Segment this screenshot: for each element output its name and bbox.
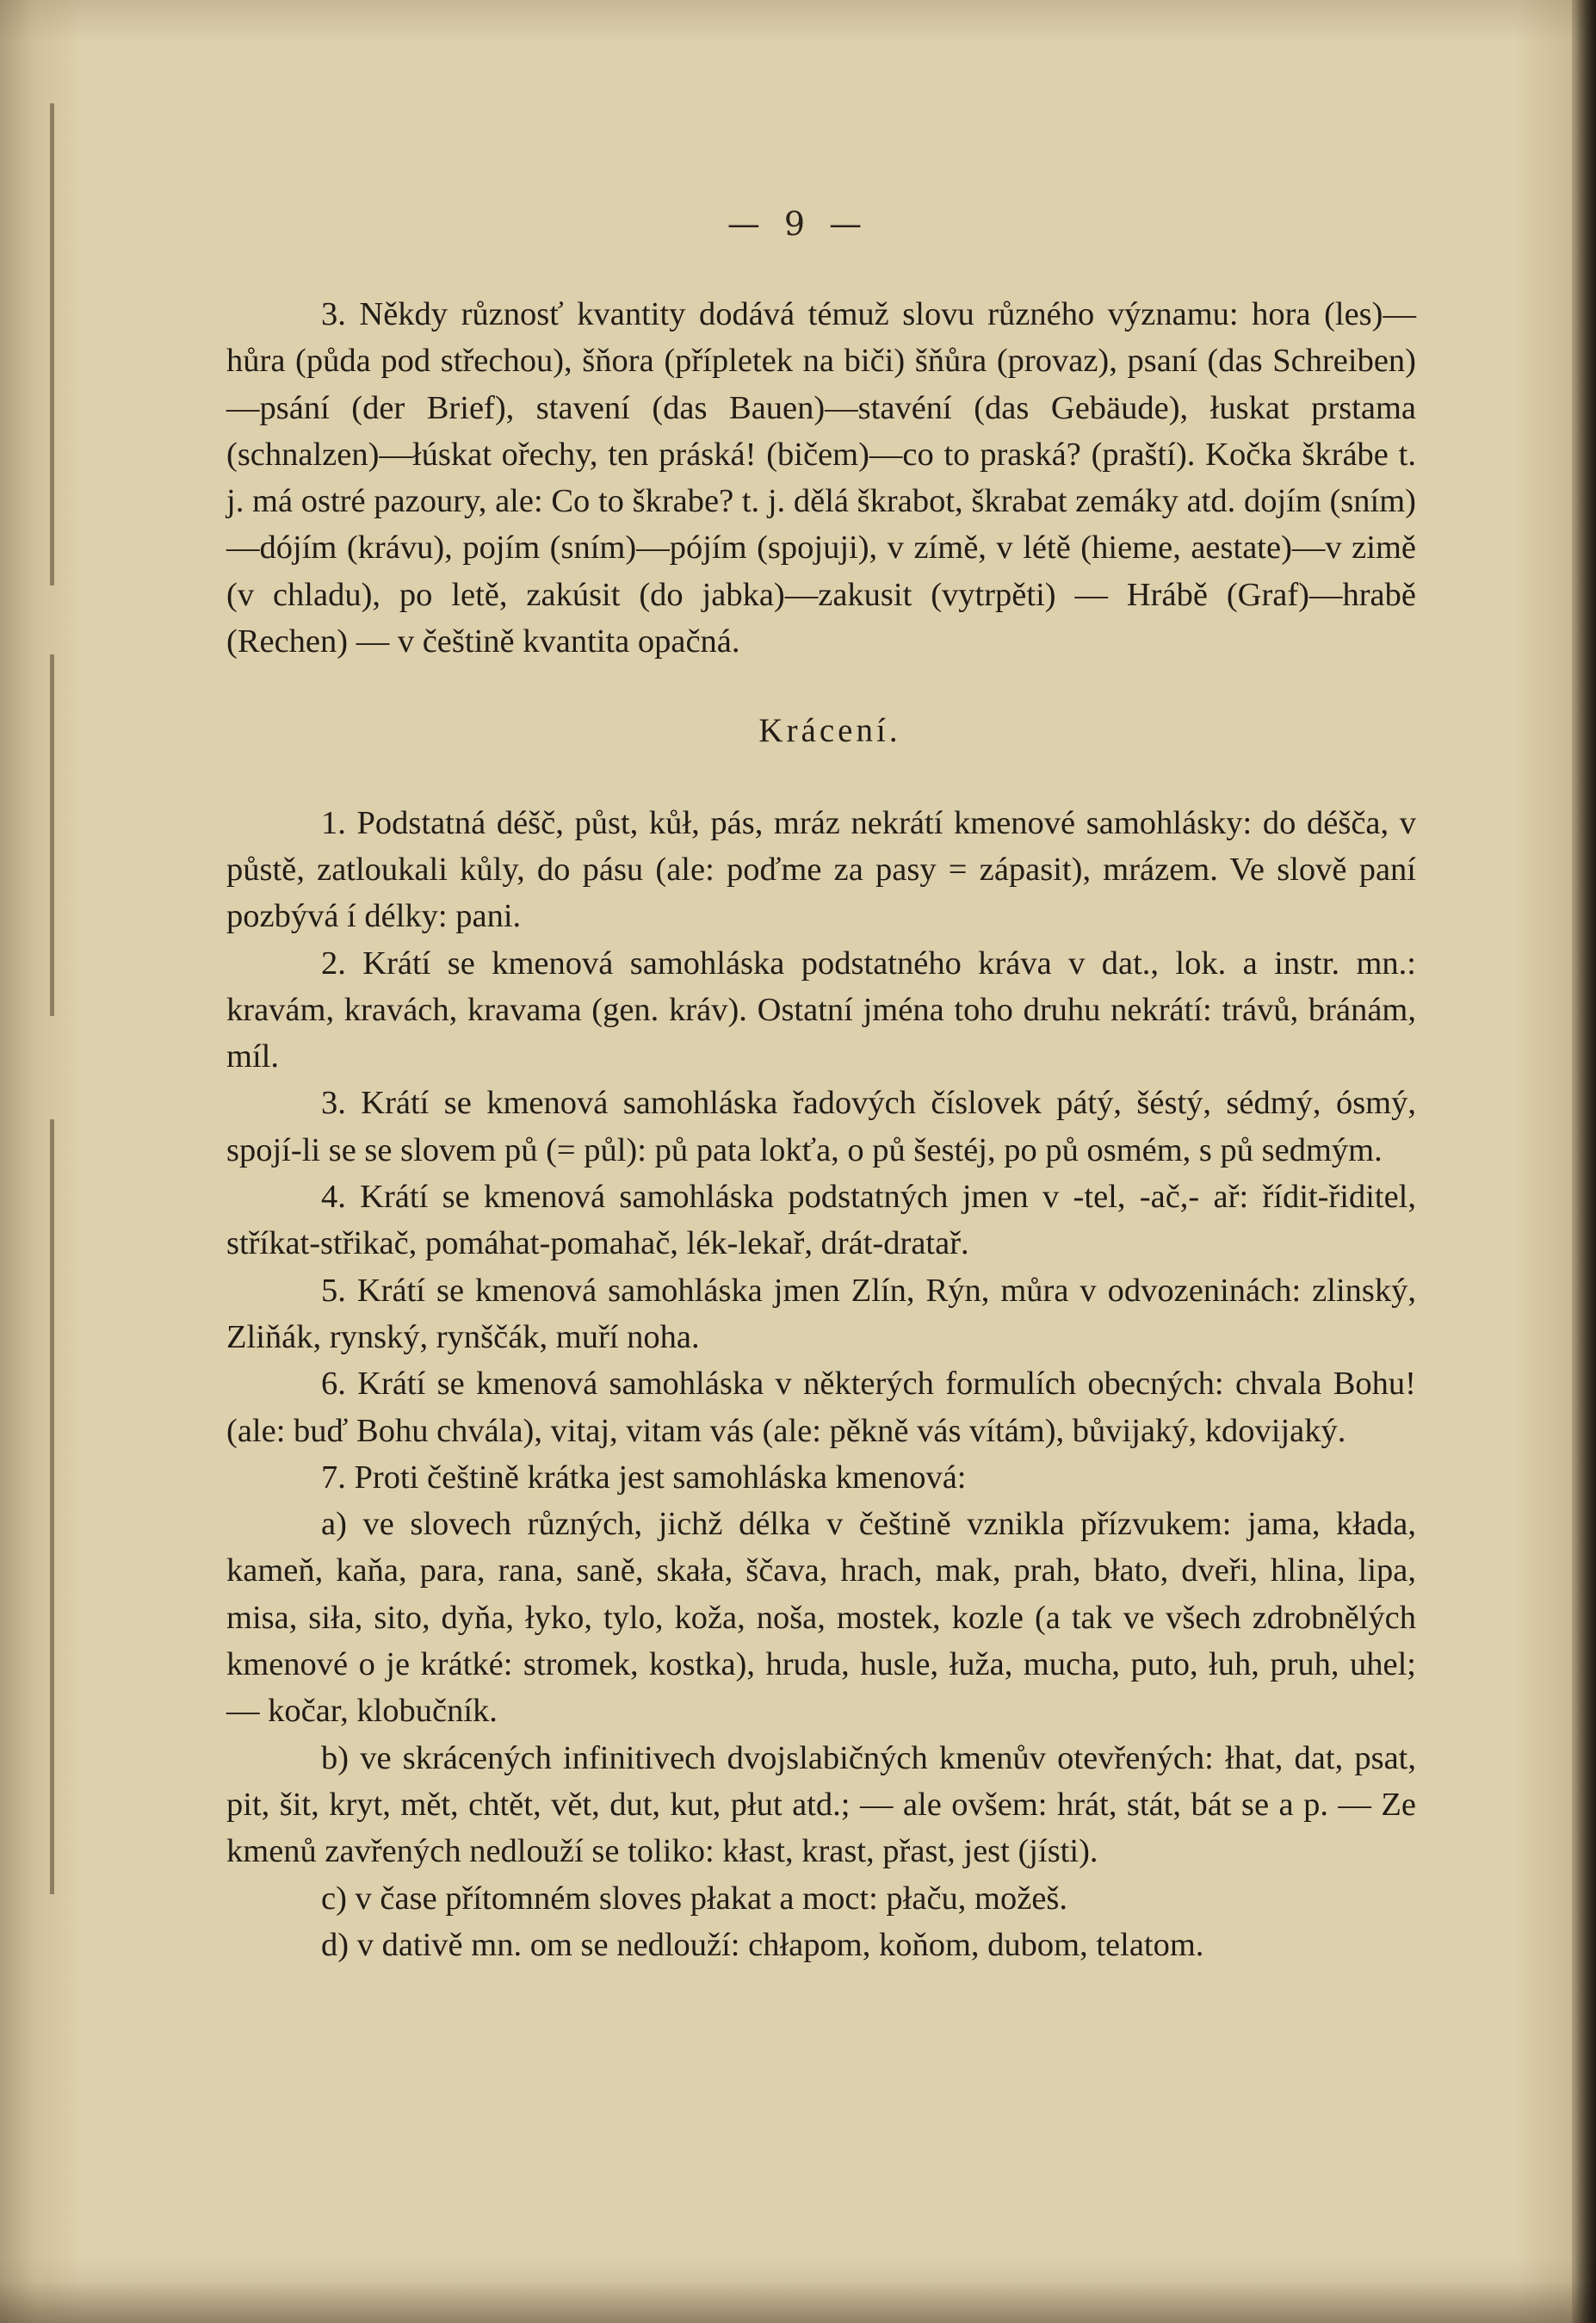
paragraph-rule-7d: d) v dativě mn. om se nedlouží: chłapom, koňom, dubom, telatom. — [321, 1926, 1204, 1963]
paragraph-rule-1: 1. Podstatná déšč, půst, kůł, pás, mráz nekrátí kmenové samohlásky: do déšča, v půstě, zatloukali kůly, do pásu (ale: poďme za pasy = zápasit), mrázem. Ve slově paní pozbývá í délky: pani. — [226, 804, 1416, 935]
paragraph-rule-6: 6. Krátí se kmenová samohláska v některých formulích obecných: chvala Bohu! (ale: buď Bohu chvála), vitaj, vitam vás (ale: pěkně vás vítám), bůvijaký, kdovijaký. — [226, 1366, 1416, 1449]
section-heading: Krácení. — [758, 712, 901, 750]
paragraph-rule-7b: b) ve skrácených infinitivech dvojslabičných kmenův otevřených: łhat, dat, psat, pit, šit, kryt, mět, chtět, vět, dut, kut, płut atd.; — ale ovšem: hrát, stát, bát se a p. — Ze kmenů zavřených nedlouží se toliko: kłast, krast, přast, jest (jísti). — [226, 1739, 1416, 1870]
paragraph-rule-5: 5. Krátí se kmenová samohláska jmen Zlín, Rýn, můra v odvozeninách: zlinský, Zliňák, rynský, rynščák, muří noha. — [226, 1272, 1416, 1355]
paragraph-rule-7a: a) ve slovech různých, jichž délka v češtině vznikla přízvukem: jama, kłada, kameň, kaňa, para, rana, saně, skała, ščava, hrach, mak, prah, błato, dveři, hlina, lipa, misa, siła, sito, dyňa, łyko, tylo, koža, noša, mostek, kozle (a tak ve všech zdrobnělých kmenové o je krátké: stromek, kostka), hruda, husle, łuža, mucha, puto, łuh, pruh, uhel; — kočar, klobučník. — [226, 1506, 1416, 1730]
paragraph-rule-2: 2. Krátí se kmenová samohláska podstatného kráva v dat., lok. a instr. mn.: kravám, kravách, kravama (gen. kráv). Ostatní jména toho druhu nekrátí: trávů, bránám, míl. — [226, 945, 1416, 1075]
page-bottom-shadow — [0, 2282, 1596, 2323]
paragraph-quantity: 3. Někdy různosť kvantity dodává témuž slovu různého významu: hora (les)—hůra (půda pod střechou), šňora (přípletek na biči) šňůra (provaz), psaní (das Schreiben)—psání (der Brief), stavení (das Bauen)—stavéní (das Gebäude), łuskat prstama (schnalzen)—łúskat ořechy, ten práská! (bičem)—co to praská? (praští). Kočka škrábe t. j. má ostré pazoury, ale: Co to škrabe? t. j. dělá škrabot, škrabat zemáky atd. dojím (sním)—dójím (krávu), pojím (sním)—pójím (spojuji), v zímě, v létě (hieme, aestate)—v zimě (v chladu), po letě, zakúsit (do jabka)—zakusit (vytrpěti) — Hrábě (Graf)—hrabě (Rechen) — v češtině kvantita opačná. — [226, 296, 1416, 660]
body-text — [226, 291, 1416, 1968]
paragraph-rule-3: 3. Krátí se kmenová samohláska řadových číslovek pátý, šéstý, sédmý, ósmý, spojí-li se se slovem pů (= půl): pů pata lokťa, o pů šestéj, po pů osmém, s pů sedmým. — [226, 1085, 1416, 1168]
binding-shadow — [50, 103, 54, 585]
page-number: — 9 — — [727, 205, 869, 243]
paragraph-rule-4: 4. Krátí se kmenová samohláska podstatných jmen v -tel, -ač,- ař: řídit-řiditel, stříkat-střikač, pomáhat-pomahač, lék-lekař, drát-dratař. — [226, 1179, 1416, 1262]
paragraph-rule-7c: c) v čase přítomném sloves płakat a moct: płaču, možeš. — [321, 1880, 1068, 1917]
paragraph-rule-7: 7. Proti češtině krátka jest samohláska kmenová: — [321, 1459, 967, 1496]
binding-shadow — [50, 654, 54, 1016]
binding-shadow — [50, 1119, 54, 1894]
page-right-edge — [1572, 0, 1596, 2323]
